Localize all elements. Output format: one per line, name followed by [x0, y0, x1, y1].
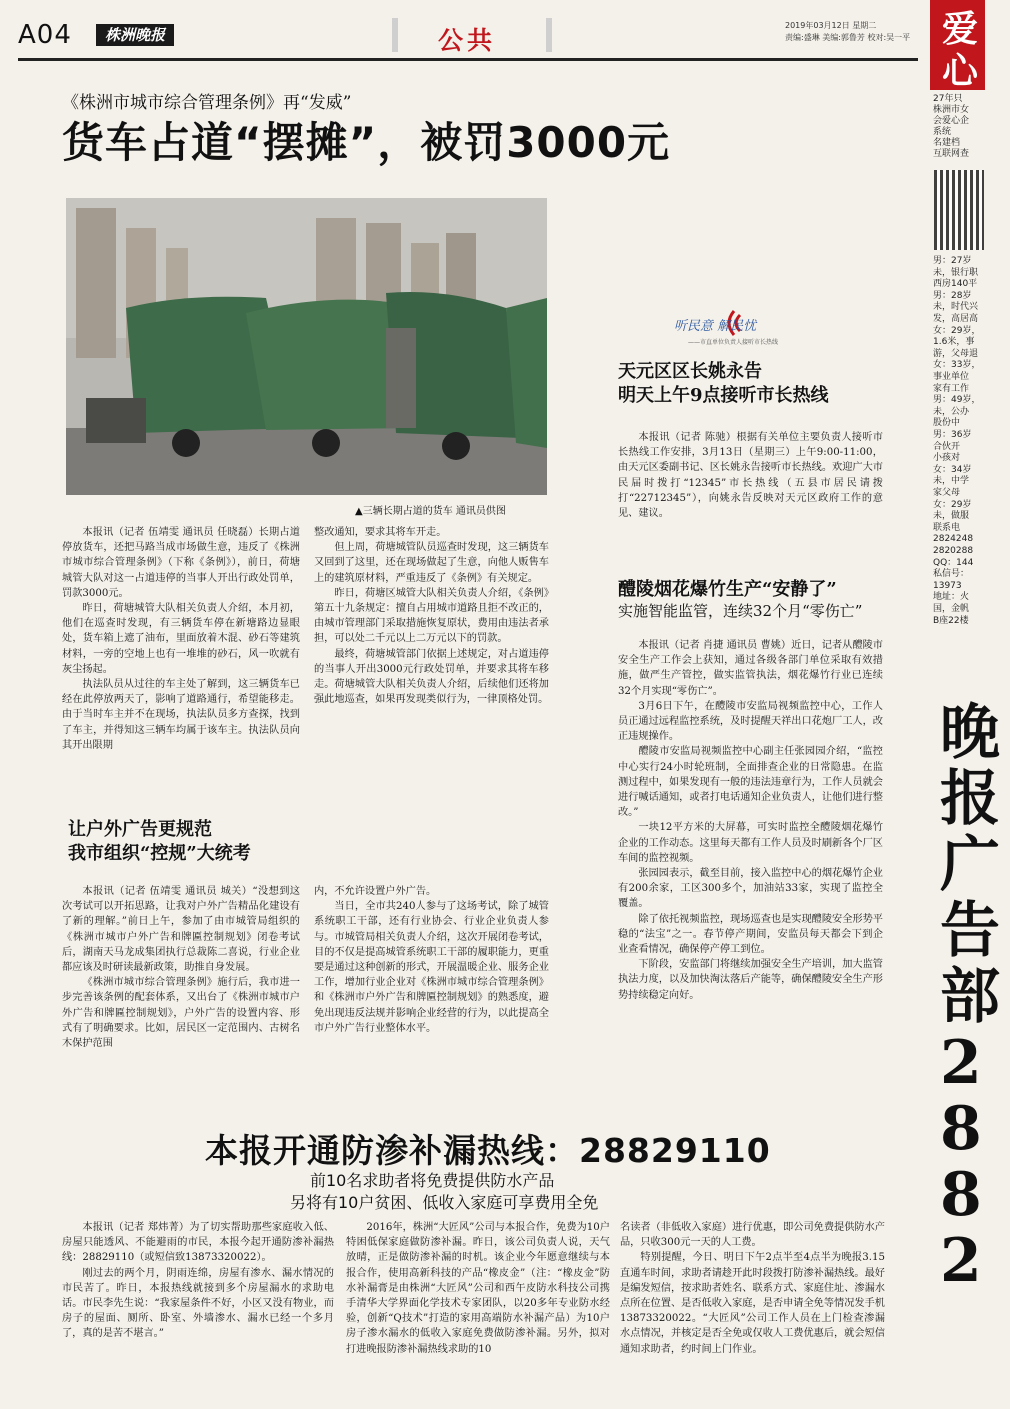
firework-headline: 醴陵烟花爆竹生产“安静了” [618, 579, 837, 600]
sidebar-line: 未，公办 [933, 406, 970, 417]
sidebar-banner [930, 0, 985, 90]
sidebar-line: 股份中 [933, 418, 961, 429]
sidebar-line: 会爱心企 [933, 116, 970, 126]
sidebar-line: 女：33岁， [933, 360, 981, 371]
adjacent-page-strip [930, 0, 1000, 1409]
section-title: 公共 [438, 26, 497, 55]
sidebar-line: 家父母 [933, 488, 961, 498]
paragraph: 《株洲市城市综合管理条例》施行后，我市进一步完善该条例的配套体系，又出台了《株洲市城市户外广告和牌匾控制规划》，户外广告的设置内容、形式有了明确要求。比如，居民区一定范围内、古树名木保护范围 [62, 977, 300, 1050]
paragraph: 执法队员从过往的车主处了解到，这三辆货车已经在此停放两天了，影响了道路通行，希望能移走。由于当时车主并不在现场，执法队员多方查探，找到了车主，并得知这三辆车均属于该车主。执法队员向其开出限期 [62, 679, 300, 751]
sidebar-line: 事业单位 [933, 372, 970, 382]
lead-body-col1 [62, 525, 300, 753]
paragraph: 一块12平方米的大屏幕，可实时监控全醴陵烟花爆竹企业的工作动态。这里每天都有工作人员及时刷新各个厂区车间的监控视频。 [618, 822, 883, 864]
sidebar-line: 地址：火 [933, 592, 970, 603]
sidebar-line: 株洲市女 [933, 105, 970, 115]
sidebar-line: 13973 [933, 580, 962, 591]
sidebar-line: 未，做服 [933, 511, 970, 522]
paragraph: 特别提醒，今日、明日下午2点半至4点半为晚报3.15直通车时间，求助者请趁开此时段拨打防渗补漏热线。最好是编发短信，按求助者姓名、联系方式、家庭住址、渗漏水点所在位置、是否低收入家庭，是否申请全免等情况发手机13873320022。“大匠风”公司工作人员在上门检查渗漏水点情况，并核定是否全免或仅收人工费优惠后，就会短信通知求助者，约时间上门作业。 [620, 1252, 885, 1355]
hotline-headline-line1: 天元区区长姚永告 [618, 361, 762, 382]
paragraph: 2016年，株洲“大匠风”公司与本报合作，免费为10户特困低保家庭做防渗补漏。昨日，该公司负责人说，天气放晴，正是做防渗补漏的时机。该企业今年愿意继续与本报合作，使用高新科技的产品“橡皮金”（注：“橡皮金”防水补漏膏是由株洲“大匠风”公司和西午皮防水科技公司携手清华大学界面化学技术专家团队，以20多年专业防水经验，创新“Q技术”打造的家用高端防水补漏产品）为10户房子渗水漏水的低收入家庭免费做防渗补漏。另外，拟对打进晚报防渗补漏热线求助的10 [346, 1222, 610, 1355]
sidebar-line: 互联网查 [933, 149, 970, 159]
top-rule [18, 58, 918, 61]
hotline-logo-subtext: ——市直单位负责人接听市长热线 [688, 339, 779, 346]
paragraph: 张园园表示，截至目前，接入监控中心的烟花爆竹企业有200余家，工区300多个，加油站33家，实现了监控全覆盖。 [618, 868, 883, 910]
sidebar-line: 未，时代兴 [933, 302, 979, 313]
ads-body-col2 [314, 884, 549, 1036]
sidebar-line: 私信号： [933, 569, 970, 580]
sidebar-line: 游，父母退 [933, 348, 979, 359]
paragraph: 本报讯（记者 陈驰）根据有关单位主要负责人接听市长热线工作安排，3月13日（星期三）上午9:00-11:00，由天元区委副书记、区长姚永告接听市长热线。欢迎广大市民届时拨打“12345”市长热线（五县市居民请拨打“22712345”），向姚永告反映对天元区政府工作的意见、建议。 [618, 432, 883, 520]
firework-subheadline: 实施智能监管，连续32个月“零伤亡” [618, 602, 863, 620]
sidebar-big-text: 晚报广告部2882 [940, 698, 1000, 1296]
hotline-headline-line2: 明天上午9点接听市长热线 [618, 385, 829, 406]
paragraph: 刚过去的两个月，阴雨连绵，房屋有渗水、漏水情况的市民苦了。昨日，本报热线就接到多个房屋漏水的求助电话。市民李先生说：“我家屋条件不好，小区又没有物业，而房子的屋面、厕所、卧室、外墙渗水、漏水已经一个多月了，真的是苦不堪言。” [62, 1267, 334, 1340]
hotline-logo-text: 听民意 解民忧 [674, 319, 757, 334]
paragraph: 当日，全市共240人参与了这场考试，除了城管系统职工干部，还有行业协会、行业企业负责人参与。市城管局相关负责人介绍，这次开展闭卷考试，目的不仅是提高城管系统职工干部的履职能力，更重要是通过这种创新的形式，开展温暖企业、服务企业工作，增加行业企业对《株洲市城市综合管理条例》和《株洲市户外广告和牌匾控制规划》的熟悉度，避免出现违反法规并影响企业经营的行为，以此提高全市户外广告行业整体水平。 [314, 901, 549, 1034]
paragraph: 3月6日下午，在醴陵市安监局视频监控中心，工作人员正通过远程监控系统，及时提醒天祥出口花炮厂工人，改正违规操作。 [618, 700, 883, 743]
sidebar-line: 女：29岁 [933, 499, 972, 510]
header-divider [392, 18, 398, 52]
photo-caption: ▲三辆长期占道的货车 通讯员供图 [355, 506, 506, 517]
paragraph: 本报讯（记者 伍靖雯 通讯员 城关）“没想到这次考试可以开拓思路，让我对户外广告精品化建设有了新的理解。”前日上午，参加了由市城管局组织的《株洲市城市户外广告和牌匾控制规划》闭卷考试后，湖南天马龙成集团执行总裁陈二喜说，行业企业都应该及时研读最新政策，助推自身发展。 [62, 886, 300, 974]
sidebar-banner-text: 爱心 [942, 8, 979, 92]
hotline-body [618, 430, 883, 521]
sidebar-line: 2820288 [933, 546, 974, 556]
trucks-photo-illustration [66, 198, 547, 495]
sidebar-line: 名建档 [933, 138, 961, 148]
paragraph: 整改通知，要求其将车开走。 [314, 527, 447, 538]
editors-line: 责编:盛琳 美编:郭鲁芳 校对:吴一平 [785, 33, 911, 42]
header-divider [546, 18, 552, 52]
paragraph: 下阶段，安监部门将继续加强安全生产培训，加大监管执法力度，以及加快淘汰落后产能等，确保醴陵安全生产形势持续稳定向好。 [618, 959, 883, 1001]
ads-headline [68, 818, 251, 866]
hotline-headline [618, 360, 829, 408]
ads-headline-line1: 让户外广告更规范 [68, 819, 212, 840]
ads-headline-line2: 我市组织“控规”大统考 [68, 843, 251, 864]
newspaper-logo: 株洲晚报 [96, 24, 174, 46]
ads-body-col1 [62, 884, 300, 1051]
paragraph: 除了依托视频监控，现场巡查也是实现醴陵安全形势平稳的“法宝”之一。春节停产期间，安监员每天都会下到企业查看情况，确保停产停工到位。 [618, 913, 883, 956]
waterproof-subheadline-1: 前10名求助者将免费提供防水产品 [310, 1171, 555, 1190]
sidebar-line: 1.6米，事 [933, 337, 975, 348]
waterproof-headline: 本报开通防渗补漏热线：28829110 [205, 1131, 771, 1170]
sidebar-line: 合伙开 [933, 441, 961, 452]
sidebar-line: 西房140平 [933, 279, 978, 290]
sidebar-line: 小孩对 [933, 453, 961, 464]
paragraph: 内，不允许设置户外广告。 [314, 886, 437, 897]
waterproof-body-col2 [346, 1220, 610, 1357]
sidebar-line: 男：27岁 [933, 256, 972, 266]
date-line: 2019年03月12日 星期二 [785, 21, 877, 30]
sidebar-line: 女：29岁， [933, 325, 981, 336]
lead-headline: 货车占道“摆摊”，被罚3000元 [62, 118, 671, 167]
sidebar-line: 家有工作 [933, 383, 970, 394]
paragraph: 最终，荷塘城管部门依据上述规定，对占道违停的当事人开出3000元行政处罚单，并要求其将车移走。荷塘城管大队相关负责人介绍，后续他们还将加强此地巡查，如果再发现类似行为，一律顶格处罚。 [314, 648, 549, 706]
paragraph: 昨日，荷塘区城管大队相关负责人介绍，《条例》第五十九条规定：擅自占用城市道路且拒不改正的，由城市管理部门采取措施恢复原状，费用由违法者承担，可以处二千元以上二万元以下的罚款。 [314, 587, 549, 645]
lead-body-col2 [314, 525, 549, 707]
page-number: A04 [18, 20, 72, 50]
sidebar-line: 发，高居高 [933, 314, 979, 324]
sidebar-line: 未，银行职 [933, 267, 979, 278]
lead-kicker: 《株洲市城市综合管理条例》再“发威” [62, 93, 352, 113]
waterproof-subheadline-2: 另将有10户贫困、低收入家庭可享费用全免 [290, 1193, 599, 1212]
header-meta [785, 20, 910, 44]
sidebar-line: 女：34岁 [933, 464, 972, 475]
paragraph: 本报讯（记者 肖捷 通讯员 曹姚）近日，记者从醴陵市安全生产工作会上获知，通过各级各部门单位采取有效措施，做严生产管控，做实监管执法，烟花爆竹行业已连续32个月实现“零伤亡”。 [618, 640, 883, 697]
firework-body [618, 638, 883, 1003]
sidebar-line: 男：28岁 [933, 290, 972, 301]
sidebar-line: 2824248 [933, 534, 974, 545]
paragraph: 名读者（非低收入家庭）进行优惠，即公司免费提供防水产品，只收300元一天的人工费。 [620, 1222, 885, 1249]
sidebar-line: QQ：144 [933, 557, 974, 568]
trucks-photo [66, 198, 547, 495]
hotline-logo [672, 305, 812, 353]
paragraph: 本报讯（记者 伍靖雯 通讯员 任晓磊）长期占道停放货车，还把马路当成市场做生意，违反了《株洲市城市综合管理条例》（下称《条例》），前日，荷塘城管大队对这一占道违停的当事人开出行政处罚单，罚款3000元。 [62, 527, 300, 599]
sidebar-line: B座22楼 [933, 615, 969, 626]
sidebar-line: 国，金帆 [933, 604, 970, 614]
sidebar-line: 联系电 [933, 522, 961, 533]
sidebar-line: 系统 [933, 127, 952, 137]
paragraph: 昨日，荷塘城管大队相关负责人介绍，本月初，他们在巡查时发现，有三辆货车停在新塘路边显眼处，货车箱上遮了油布，里面放着木混、砂石等建筑材料，一旁的空地上也有一堆堆的砂石，风一吹就有灰尘扬起。 [62, 603, 300, 675]
sidebar-line: 未，中学 [933, 476, 970, 487]
paragraph: 本报讯（记者 郑炜菁）为了切实帮助那些家庭收入低、房屋只能透风、不能避雨的市民，本报今起开通防渗补漏热线：28829110（或短信致13873320022）。 [62, 1222, 334, 1264]
paragraph: 醴陵市安监局视频监控中心副主任张园园介绍，“监控中心实行24小时轮班制，全面排查企业的日常隐患。在监测过程中，如果发现有一般的违法违章行为，工作人员就会进行喊话通知，或者打电话通知企业负责人，让他们进行整改。” [618, 746, 883, 819]
qr-code-icon [934, 170, 984, 250]
waterproof-body-col1 [62, 1220, 334, 1342]
sidebar-line: 男：36岁 [933, 430, 972, 440]
sidebar-line: 男：49岁， [933, 395, 981, 406]
waterproof-body-col3 [620, 1220, 885, 1357]
sidebar-line: 27年只 [933, 94, 963, 104]
paragraph: 但上周，荷塘城管队员巡查时发现，这三辆货车又回到了这里，还在现场做起了生意，向他人贩售车上的建筑原材料，严重违反了《条例》有关规定。 [314, 542, 549, 584]
